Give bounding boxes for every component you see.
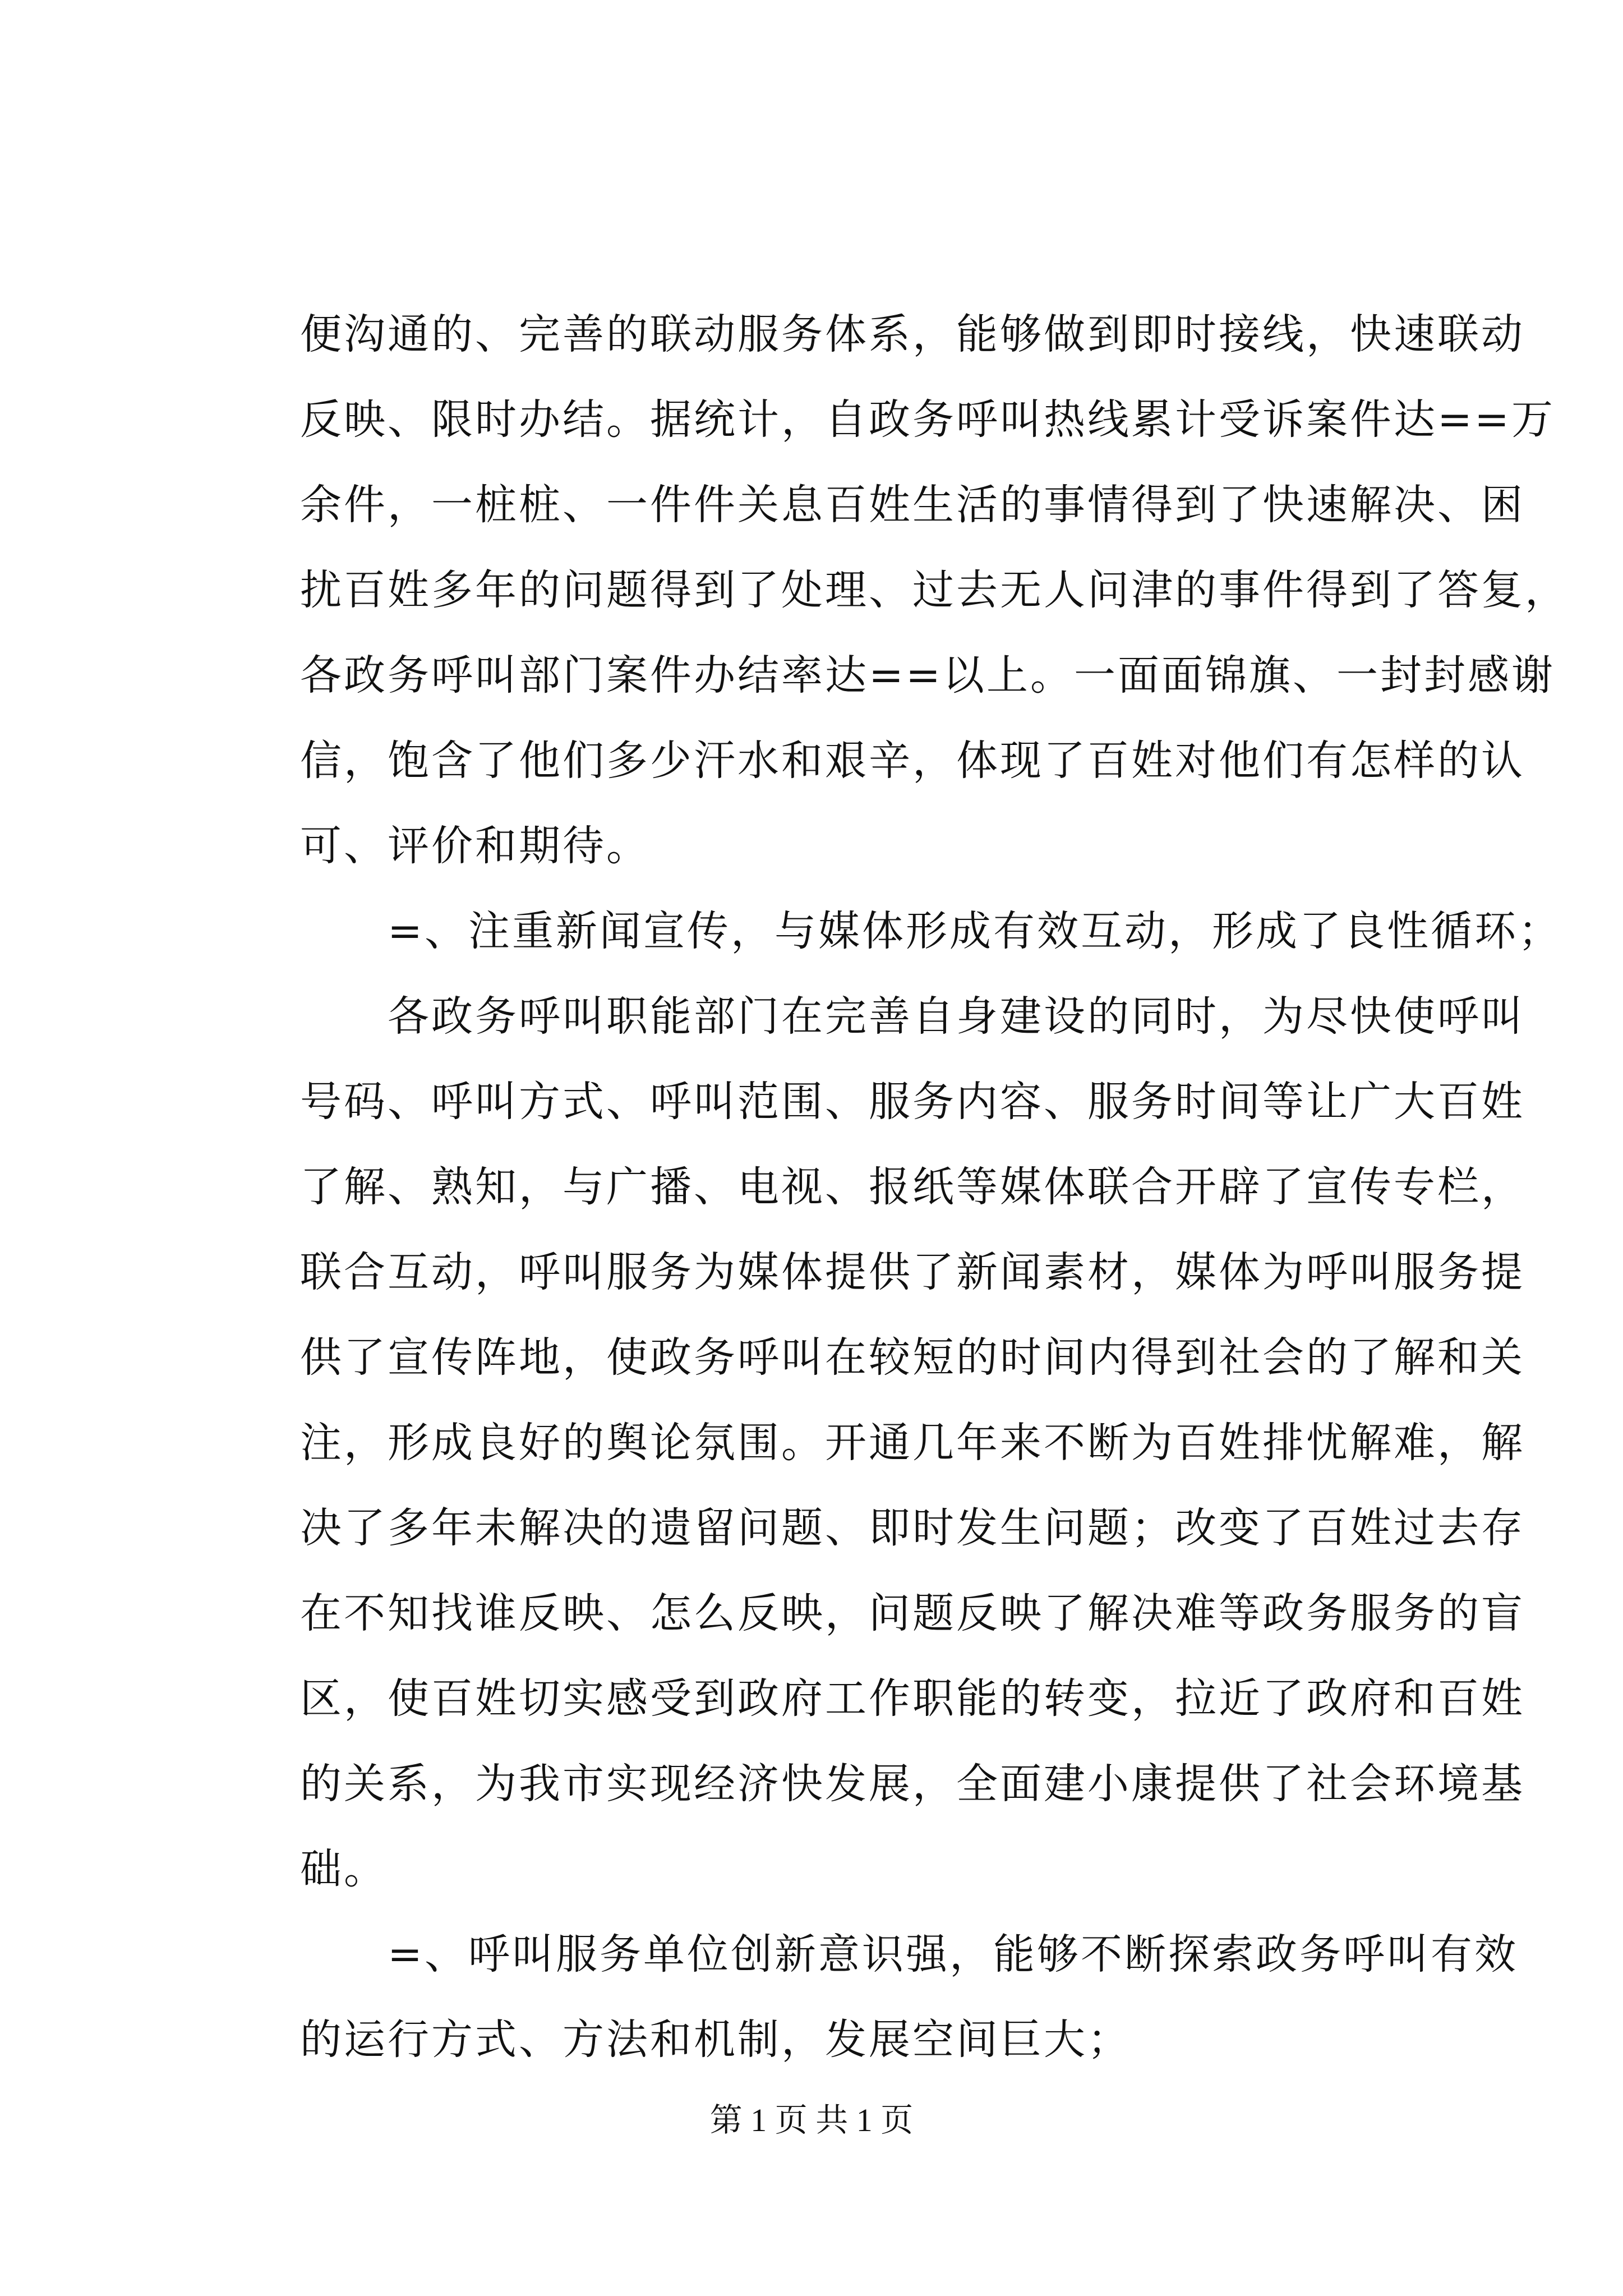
text-line: 供了宣传阵地，使政务呼叫在较短的时间内得到社会的了解和关 [300, 1333, 1525, 1382]
page-footer: 第 1 页 共 1 页 [709, 2102, 914, 2138]
text-line: 扰百姓多年的问题得到了处理、过去无人问津的事件得到了答复， [300, 566, 1569, 614]
text-line: 信，饱含了他们多少汗水和艰辛，体现了百姓对他们有怎样的认 [300, 737, 1525, 785]
text-line: 决了多年未解决的遗留问题、即时发生问题；改变了百姓过去存 [300, 1504, 1525, 1552]
text-line: 可、评价和期待。 [300, 822, 650, 870]
text-line: 余件，一桩桩、一件件关息百姓生活的事情得到了快速解决、困 [300, 481, 1525, 529]
section-heading: =、注重新闻宣传，与媒体形成有效互动，形成了良性循环； [300, 907, 1562, 955]
text-line: 础。 [300, 1845, 388, 1893]
section-heading: =、呼叫服务单位创新意识强，能够不断探索政务呼叫有效 [300, 1930, 1519, 1978]
text-line: 了解、熟知，与广播、电视、报纸等媒体联合开辟了宣传专栏， [300, 1163, 1525, 1211]
document-body [300, 292, 1569, 2082]
text-line: 各政务呼叫部门案件办结率达==以上。一面面锦旗、一封封感谢 [300, 651, 1556, 700]
text-line: 联合互动，呼叫服务为媒体提供了新闻素材，媒体为呼叫服务提 [300, 1248, 1525, 1296]
text-line: 在不知找谁反映、怎么反映，问题反映了解决难等政务服务的盲 [300, 1589, 1525, 1637]
text-line: 的运行方式、方法和机制，发展空间巨大； [300, 2016, 1131, 2064]
text-line: 各政务呼叫职能部门在完善自身建设的同时，为尽快使呼叫 [300, 992, 1525, 1041]
text-line: 号码、呼叫方式、呼叫范围、服务内容、服务时间等让广大百姓 [300, 1078, 1525, 1126]
text-line: 区，使百姓切实感受到政府工作职能的转变，拉近了政府和百姓 [300, 1674, 1525, 1723]
text-line: 反映、限时办结。据统计，自政务呼叫热线累计受诉案件达==万 [300, 395, 1556, 444]
text-line: 注，形成良好的舆论氛围。开通几年来不断为百姓排忧解难，解 [300, 1419, 1525, 1467]
text-line: 便沟通的、完善的联动服务体系，能够做到即时接线，快速联动 [300, 310, 1525, 358]
text-line: 的关系，为我市实现经济快发展，全面建小康提供了社会环境基 [300, 1760, 1525, 1808]
